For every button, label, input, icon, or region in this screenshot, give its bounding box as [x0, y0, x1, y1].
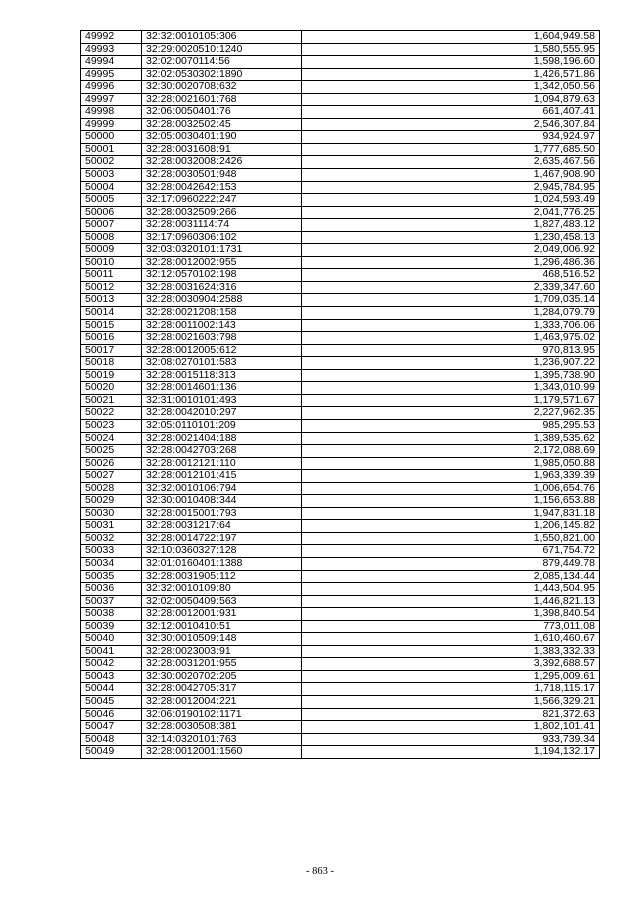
table-row [81, 495, 600, 508]
row-id-cell: 50027 [81, 470, 142, 483]
cadastral-number-cell: 32:28:0012101:415 [142, 470, 302, 483]
page-number: - 863 - [306, 866, 334, 877]
table-row [81, 56, 600, 69]
table-row [81, 520, 600, 533]
row-id-cell: 50000 [81, 131, 142, 144]
value-amount-cell: 1,827,483.12 [302, 219, 600, 232]
row-id-cell: 50016 [81, 332, 142, 345]
cadastral-number-cell: 32:28:0030508:381 [142, 721, 302, 734]
table-row [81, 256, 600, 269]
table-row [81, 457, 600, 470]
table-row [81, 169, 600, 182]
row-id-cell: 50014 [81, 307, 142, 320]
cadastral-number-cell: 32:05:0030401:190 [142, 131, 302, 144]
cadastral-number-cell: 32:05:0110101:209 [142, 419, 302, 432]
row-id-cell: 50032 [81, 532, 142, 545]
cadastral-number-cell: 32:12:0570102:198 [142, 269, 302, 282]
value-amount-cell: 879,449.78 [302, 557, 600, 570]
row-id-cell: 50026 [81, 457, 142, 470]
cadastral-number-cell: 32:02:0050409:563 [142, 595, 302, 608]
row-id-cell: 50034 [81, 557, 142, 570]
row-id-cell: 50002 [81, 156, 142, 169]
value-amount-cell: 2,546,307.84 [302, 118, 600, 131]
row-id-cell: 50013 [81, 294, 142, 307]
table-row [81, 670, 600, 683]
table-row [81, 231, 600, 244]
row-id-cell: 50023 [81, 419, 142, 432]
table-row [81, 143, 600, 156]
row-id-cell: 50047 [81, 721, 142, 734]
value-amount-cell: 468,516.52 [302, 269, 600, 282]
cadastral-number-cell: 32:28:0030904:2588 [142, 294, 302, 307]
value-amount-cell: 1,604,949.58 [302, 31, 600, 44]
value-amount-cell: 1,467,908.90 [302, 169, 600, 182]
value-amount-cell: 2,085,134.44 [302, 570, 600, 583]
cadastral-number-cell: 32:32:0010105:306 [142, 31, 302, 44]
row-id-cell: 50007 [81, 219, 142, 232]
value-amount-cell: 1,295,009.61 [302, 670, 600, 683]
table-row [81, 645, 600, 658]
row-id-cell: 49995 [81, 68, 142, 81]
table-row [81, 746, 600, 759]
value-amount-cell: 1,777,685.50 [302, 143, 600, 156]
table-row [81, 382, 600, 395]
cadastral-number-cell: 32:28:0023003:91 [142, 645, 302, 658]
cadastral-number-cell: 32:30:0010408:344 [142, 495, 302, 508]
value-amount-cell: 1,094,879.63 [302, 93, 600, 106]
records-table [80, 30, 600, 759]
table-row [81, 583, 600, 596]
row-id-cell: 50044 [81, 683, 142, 696]
cadastral-number-cell: 32:28:0012005:612 [142, 344, 302, 357]
value-amount-cell: 1,230,458.13 [302, 231, 600, 244]
row-id-cell: 50004 [81, 181, 142, 194]
value-amount-cell: 1,024,593.49 [302, 194, 600, 207]
value-amount-cell: 1,179,571.67 [302, 394, 600, 407]
table-row [81, 156, 600, 169]
value-amount-cell: 1,598,196.60 [302, 56, 600, 69]
cadastral-number-cell: 32:14:0320101:763 [142, 733, 302, 746]
row-id-cell: 50011 [81, 269, 142, 282]
table-row [81, 532, 600, 545]
row-id-cell: 50037 [81, 595, 142, 608]
table-row [81, 419, 600, 432]
cadastral-number-cell: 32:28:0031201:955 [142, 658, 302, 671]
row-id-cell: 50006 [81, 206, 142, 219]
cadastral-number-cell: 32:28:0021603:798 [142, 332, 302, 345]
value-amount-cell: 1,426,571.86 [302, 68, 600, 81]
row-id-cell: 50031 [81, 520, 142, 533]
value-amount-cell: 2,339,347.60 [302, 281, 600, 294]
table-row [81, 31, 600, 44]
row-id-cell: 50042 [81, 658, 142, 671]
value-amount-cell: 671,754.72 [302, 545, 600, 558]
value-amount-cell: 1,610,460.67 [302, 633, 600, 646]
cadastral-number-cell: 32:17:0960222:247 [142, 194, 302, 207]
cadastral-number-cell: 32:28:0012001:1560 [142, 746, 302, 759]
row-id-cell: 50005 [81, 194, 142, 207]
cadastral-number-cell: 32:10:0360327:128 [142, 545, 302, 558]
row-id-cell: 50015 [81, 319, 142, 332]
value-amount-cell: 1,398,840.54 [302, 608, 600, 621]
value-amount-cell: 985,295.53 [302, 419, 600, 432]
table-row [81, 118, 600, 131]
value-amount-cell: 1,156,653.88 [302, 495, 600, 508]
value-amount-cell: 1,443,504.95 [302, 583, 600, 596]
row-id-cell: 50024 [81, 432, 142, 445]
table-row [81, 570, 600, 583]
cadastral-number-cell: 32:17:0960306:102 [142, 231, 302, 244]
value-amount-cell: 933,739.34 [302, 733, 600, 746]
cadastral-number-cell: 32:28:0030501:948 [142, 169, 302, 182]
cadastral-number-cell: 32:32:0010109:80 [142, 583, 302, 596]
value-amount-cell: 934,924.97 [302, 131, 600, 144]
value-amount-cell: 1,566,329.21 [302, 695, 600, 708]
table-row [81, 507, 600, 520]
cadastral-number-cell: 32:28:0012002:955 [142, 256, 302, 269]
cadastral-number-cell: 32:28:0032502:45 [142, 118, 302, 131]
table-row [81, 369, 600, 382]
document-page [80, 30, 600, 759]
cadastral-number-cell: 32:28:0032008:2426 [142, 156, 302, 169]
value-amount-cell: 661,407.41 [302, 106, 600, 119]
row-id-cell: 50033 [81, 545, 142, 558]
row-id-cell: 50038 [81, 608, 142, 621]
table-row [81, 194, 600, 207]
value-amount-cell: 773,011.08 [302, 620, 600, 633]
cadastral-number-cell: 32:28:0014601:136 [142, 382, 302, 395]
table-row [81, 219, 600, 232]
table-row [81, 269, 600, 282]
cadastral-number-cell: 32:28:0042705:317 [142, 683, 302, 696]
row-id-cell: 49999 [81, 118, 142, 131]
table-row [81, 281, 600, 294]
value-amount-cell: 1,802,101.41 [302, 721, 600, 734]
cadastral-number-cell: 32:31:0010101:493 [142, 394, 302, 407]
table-row [81, 357, 600, 370]
cadastral-number-cell: 32:32:0010106:794 [142, 482, 302, 495]
row-id-cell: 50009 [81, 244, 142, 257]
row-id-cell: 50003 [81, 169, 142, 182]
value-amount-cell: 1,383,332.33 [302, 645, 600, 658]
cadastral-number-cell: 32:28:0021404:188 [142, 432, 302, 445]
value-amount-cell: 1,284,079.79 [302, 307, 600, 320]
cadastral-number-cell: 32:28:0015118:313 [142, 369, 302, 382]
table-row [81, 206, 600, 219]
value-amount-cell: 1,389,535.62 [302, 432, 600, 445]
cadastral-number-cell: 32:28:0031905:112 [142, 570, 302, 583]
table-row [81, 307, 600, 320]
cadastral-number-cell: 32:30:0020708:632 [142, 81, 302, 94]
value-amount-cell: 1,194,132.17 [302, 746, 600, 759]
table-row [81, 332, 600, 345]
value-amount-cell: 2,172,088.69 [302, 445, 600, 458]
value-amount-cell: 821,372.63 [302, 708, 600, 721]
cadastral-number-cell: 32:28:0032509:266 [142, 206, 302, 219]
table-row [81, 658, 600, 671]
row-id-cell: 50025 [81, 445, 142, 458]
cadastral-number-cell: 32:06:0190102:1171 [142, 708, 302, 721]
value-amount-cell: 1,985,050.88 [302, 457, 600, 470]
value-amount-cell: 1,333,706.06 [302, 319, 600, 332]
value-amount-cell: 1,550,821.00 [302, 532, 600, 545]
value-amount-cell: 1,342,050.56 [302, 81, 600, 94]
row-id-cell: 50048 [81, 733, 142, 746]
value-amount-cell: 1,580,555.95 [302, 43, 600, 56]
cadastral-number-cell: 32:28:0021601:768 [142, 93, 302, 106]
table-row [81, 545, 600, 558]
value-amount-cell: 2,945,784.95 [302, 181, 600, 194]
cadastral-number-cell: 32:29:0020510:1240 [142, 43, 302, 56]
value-amount-cell: 1,395,738.90 [302, 369, 600, 382]
value-amount-cell: 1,463,975.02 [302, 332, 600, 345]
value-amount-cell: 3,392,688.57 [302, 658, 600, 671]
row-id-cell: 50021 [81, 394, 142, 407]
cadastral-number-cell: 32:28:0031624:316 [142, 281, 302, 294]
table-row [81, 93, 600, 106]
cadastral-number-cell: 32:28:0012121:110 [142, 457, 302, 470]
value-amount-cell: 1,446,821.13 [302, 595, 600, 608]
cadastral-number-cell: 32:28:0042010:297 [142, 407, 302, 420]
cadastral-number-cell: 32:08:0270101:583 [142, 357, 302, 370]
table-row [81, 721, 600, 734]
table-row [81, 445, 600, 458]
table-row [81, 633, 600, 646]
row-id-cell: 50045 [81, 695, 142, 708]
row-id-cell: 50017 [81, 344, 142, 357]
value-amount-cell: 2,041,776.25 [302, 206, 600, 219]
row-id-cell: 50019 [81, 369, 142, 382]
row-id-cell: 50030 [81, 507, 142, 520]
row-id-cell: 50012 [81, 281, 142, 294]
cadastral-number-cell: 32:02:0070114:56 [142, 56, 302, 69]
cadastral-number-cell: 32:28:0012001:931 [142, 608, 302, 621]
row-id-cell: 49994 [81, 56, 142, 69]
value-amount-cell: 970,813.95 [302, 344, 600, 357]
table-row [81, 683, 600, 696]
table-row [81, 68, 600, 81]
cadastral-number-cell: 32:28:0011002:143 [142, 319, 302, 332]
row-id-cell: 50020 [81, 382, 142, 395]
value-amount-cell: 1,709,035.14 [302, 294, 600, 307]
cadastral-number-cell: 32:28:0012004:221 [142, 695, 302, 708]
value-amount-cell: 2,049,006.92 [302, 244, 600, 257]
row-id-cell: 50022 [81, 407, 142, 420]
cadastral-number-cell: 32:28:0014722:197 [142, 532, 302, 545]
table-row [81, 319, 600, 332]
value-amount-cell: 2,635,467.56 [302, 156, 600, 169]
row-id-cell: 49997 [81, 93, 142, 106]
row-id-cell: 50046 [81, 708, 142, 721]
row-id-cell: 49996 [81, 81, 142, 94]
value-amount-cell: 1,947,831.18 [302, 507, 600, 520]
row-id-cell: 50040 [81, 633, 142, 646]
cadastral-number-cell: 32:28:0015001:793 [142, 507, 302, 520]
table-row [81, 181, 600, 194]
table-row [81, 595, 600, 608]
table-row [81, 432, 600, 445]
row-id-cell: 50041 [81, 645, 142, 658]
value-amount-cell: 2,227,962.35 [302, 407, 600, 420]
table-row [81, 344, 600, 357]
table-row [81, 708, 600, 721]
cadastral-number-cell: 32:28:0021208:158 [142, 307, 302, 320]
cadastral-number-cell: 32:28:0031217:64 [142, 520, 302, 533]
value-amount-cell: 1,006,654.76 [302, 482, 600, 495]
row-id-cell: 50028 [81, 482, 142, 495]
cadastral-number-cell: 32:01:0160401:1388 [142, 557, 302, 570]
table-row [81, 294, 600, 307]
row-id-cell: 49992 [81, 31, 142, 44]
table-row [81, 733, 600, 746]
table-row [81, 482, 600, 495]
table-row [81, 131, 600, 144]
row-id-cell: 50039 [81, 620, 142, 633]
table-row [81, 407, 600, 420]
cadastral-number-cell: 32:06:0050401:76 [142, 106, 302, 119]
cadastral-number-cell: 32:02:0530302:1890 [142, 68, 302, 81]
table-body [81, 31, 600, 759]
table-row [81, 557, 600, 570]
value-amount-cell: 1,718,115.17 [302, 683, 600, 696]
value-amount-cell: 1,343,010.99 [302, 382, 600, 395]
row-id-cell: 50029 [81, 495, 142, 508]
row-id-cell: 49998 [81, 106, 142, 119]
row-id-cell: 50049 [81, 746, 142, 759]
table-row [81, 106, 600, 119]
cadastral-number-cell: 32:28:0042703:268 [142, 445, 302, 458]
value-amount-cell: 1,963,339.39 [302, 470, 600, 483]
table-row [81, 695, 600, 708]
row-id-cell: 50035 [81, 570, 142, 583]
table-row [81, 394, 600, 407]
row-id-cell: 50018 [81, 357, 142, 370]
row-id-cell: 50008 [81, 231, 142, 244]
table-row [81, 470, 600, 483]
table-row [81, 608, 600, 621]
cadastral-number-cell: 32:30:0020702:205 [142, 670, 302, 683]
table-row [81, 43, 600, 56]
cadastral-number-cell: 32:28:0031114:74 [142, 219, 302, 232]
table-row [81, 81, 600, 94]
row-id-cell: 50043 [81, 670, 142, 683]
value-amount-cell: 1,206,145.82 [302, 520, 600, 533]
row-id-cell: 50036 [81, 583, 142, 596]
row-id-cell: 50010 [81, 256, 142, 269]
cadastral-number-cell: 32:12:0010410:51 [142, 620, 302, 633]
cadastral-number-cell: 32:28:0042642:153 [142, 181, 302, 194]
cadastral-number-cell: 32:30:0010509:148 [142, 633, 302, 646]
table-row [81, 620, 600, 633]
row-id-cell: 49993 [81, 43, 142, 56]
row-id-cell: 50001 [81, 143, 142, 156]
value-amount-cell: 1,236,907.22 [302, 357, 600, 370]
cadastral-number-cell: 32:03:0320101:1731 [142, 244, 302, 257]
value-amount-cell: 1,296,486.36 [302, 256, 600, 269]
cadastral-number-cell: 32:28:0031608:91 [142, 143, 302, 156]
table-row [81, 244, 600, 257]
